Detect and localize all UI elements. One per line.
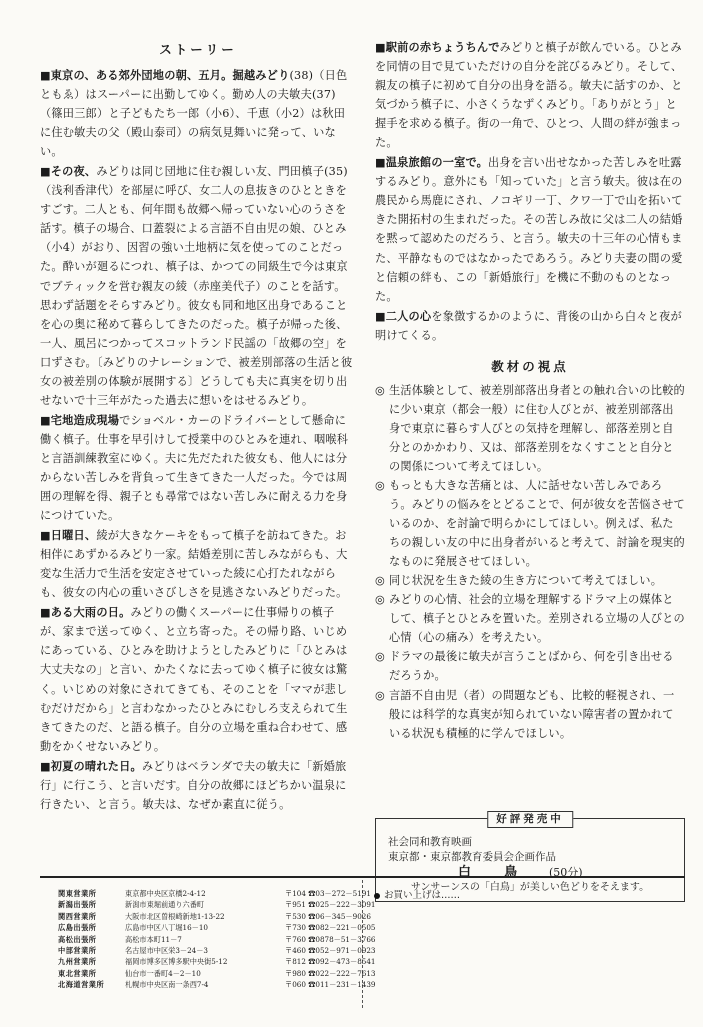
office-row: 関東営業所 東京都中央区京橋2-4-12 〒104 ☎03－272－5191 — [58, 889, 371, 898]
right-column — [375, 38, 685, 743]
film-length: (50分) — [549, 866, 583, 879]
office-row: 新潟出張所 新潟市東堀前通り六番町 〒951 ☎025－222－3091 — [58, 900, 376, 910]
viewpoints-heading: 教材の視点 — [491, 358, 569, 374]
footer-divider — [40, 876, 685, 878]
viewpoint-item: ◎ 同じ状況を生きた綾の生き方について考えてほしい。 — [375, 571, 685, 590]
office-row: 高松出張所 高松市本町11－7 〒760 ☎0878－51－3766 — [58, 934, 376, 944]
bullet-icon — [374, 893, 380, 899]
story-paragraph-6: ■初夏の晴れた日。みどりはベランダで夫の敏夫に「新婚旅行」に行こう、と言いだす。自分の故郷にほどちかい温泉に行きたい、と言う。敏夫は、なぜか素直に従う。 — [40, 759, 347, 811]
story-column — [40, 40, 356, 815]
sale-tag: 好評発売中 — [487, 811, 573, 828]
viewpoint-item: ◎ もっとも大きな苦痛とは、人に話せない苦しみであろう。みどりの悩みをとどることで、何が彼女を苦悩させているのか、を討論で明らかにしてほしい。例えば、私たちの親しい友の中に出身者がいると考えて、討論を現実的なものに発展させてほしい。 — [375, 476, 685, 571]
film-description: サンサーンスの「白鳥」が美しい色どりをそえます。 — [410, 882, 650, 893]
story-paragraph-5: ■ある大雨の日。みどりの働くスーパーに仕事帰りの槙子が、家まで送ってゆく、と立ち寄った。その帰り路、いじめにあっている、ひとみを助けようとしたみどりに「ひとみは大丈夫なの」と言い、かたくなに去ってゆく槙子に彼女は驚く。いじめの対象にされてきても、そのことを「ママが悲しむだけだから」と言わなかったひとみにむしろ支えられて生きてきたのだ、と語る槙子。自分の立場を重ね合わせて、感動をかくせないみどり。 — [40, 606, 348, 753]
office-row: 北海道営業所 札幌市中央区南一条西7-4 〒060 ☎011－231－1439 — [58, 980, 376, 990]
double-circle-icon: ◎ — [375, 650, 385, 664]
office-row: 関西営業所 大阪市北区曽根崎新地1-13-22 〒530 ☎06－345－9026 — [58, 911, 371, 921]
film-producer: 東京都・東京都教育委員会企画作品 — [388, 851, 556, 863]
viewpoint-item: ◎ ドラマの最後に敏夫が言うことばから、何を引き出せるだろうか。 — [375, 647, 685, 685]
office-row: 東北営業所 仙台市一番町4－2－10 〒980 ☎022－222－7613 — [58, 968, 376, 978]
story-paragraph-7: ■駅前の赤ちょうちんでみどりと槙子が飲んでいる。ひとみを同情の目で見ていただけの自分を詫びるみどり。そして、親友の槙子に初めて自分の出身を語る。敏夫に話すのか、と気づかう槙子に、小さくうなずくみどり。「ありがとう」と握手を求める槙子。街の一角で、ひとつ、人間の絆が強まった。 — [375, 41, 683, 150]
film-title: 白 鳥 — [458, 865, 528, 880]
double-circle-icon: ◎ — [375, 478, 385, 492]
story-paragraph-4: ■日曜日、綾が大きなケーキをもって槙子を訪ねてきた。お相伴にあずかるみどり一家。結婚差別に苦しみながらも、大変な生活力で生活を安定させていった綾に心打たれながらも、彼女の内心の重いさびしさを見逃さないみどりだった。 — [40, 529, 348, 600]
double-circle-icon: ◎ — [375, 688, 385, 702]
story-heading: ストーリー — [159, 42, 237, 57]
double-circle-icon: ◎ — [375, 383, 385, 397]
office-row: 九州営業所 福岡市博多区博多駅中央街5-12 〒812 ☎092－473－8541 — [58, 957, 376, 967]
viewpoint-item: ◎ 言語不自由児（者）の問題なども、比較的軽視され、一般には科学的な真実が知られていない障害者の置かれている状況も積極的に学んでほしい。 — [375, 686, 685, 743]
story-paragraph-1: ■東京の、ある郊外団地の朝、五月。掘越みどり(38)（日色ともゑ）はスーパーに出勤してゆく。勤め人の夫敏夫(37)（篠田三郎）と子どもたち一郎（小6）、千恵（小2）は秋田に住む敏夫の父（殿山泰司）の病気見舞いに発って、いない。 — [40, 69, 348, 159]
office-list — [58, 888, 376, 991]
double-circle-icon: ◎ — [375, 593, 385, 607]
story-paragraph-8: ■温泉旅館の一室で。出身を言い出せなかった苦しみを吐露するみどり。意外にも「知っていた」と言う敏夫。彼は在の農民から馬鹿にされ、ノコギリ一丁、クワ一丁で山を拓いてきた開拓村の生まれだった。その苦しみ故に父は二人の結婚を黙って認めたのだろう、と言う。敏夫の十三年の心情もまた、平静なものではなかったであろう。みどり夫妻の間の愛と信頼の絆も、この「新婚旅行」を機に不動のものとなった。 — [375, 156, 683, 303]
double-circle-icon: ◎ — [375, 574, 385, 588]
story-paragraph-9: ■二人の心を象徴するかのように、背後の山から白々と夜が明けてくる。 — [375, 309, 682, 342]
office-row: 中部営業所 名古屋市中区栄3－24－3 〒460 ☎052－971－0923 — [58, 946, 376, 956]
office-row: 広島出張所 広島市中区八丁堀16－10 〒730 ☎082－221－0505 — [58, 923, 376, 933]
viewpoint-item: ◎ 生活体験として、被差別部落出身者との触れ合いの比較的に少い東京（都会一般）に住む人びとが、被差別部落出身で東京に暮らす人びとの気持を理解し、部落差別と自分とのかかわり、又は、部落差別をなくすことと自分との関係について考えてほしい。 — [375, 381, 685, 476]
viewpoint-item: ◎ みどりの心情、社会的立場を理解するドラマ上の媒体として、槙子とひとみを置いた。差別される立場の人びとの心情（心の痛み）を考えたい。 — [375, 590, 685, 647]
story-paragraph-2: ■その夜、みどりは同じ団地に住む親しい友、門田槙子(35)（浅利香津代）を部屋に呼び、女二人の息抜きのひとときをすごす。二人とも、何年間も故郷へ帰っていない心のうさを話す。槙子の場合、口蓋裂による言語不自由児の娘、ひとみ（小4）がおり、因習の強い土地柄に気を使ってのことだった。酔いが廻るにつれ、槙子は、かつての同級生で今は東京でブティックを営む親友の綾（赤座美代子）のことを話す。思わず話題をそらすみどり。彼女も同和地区出身であることを心の奥に秘めて暮らしてきたのだった。槙子が帰った後、一人、風呂につかってスコットランド民謡の「故郷の空」を口ずさむ。〔みどりのナレーションで、被差別部落の生活と彼女の被差別の体験が展開する〕どうしても夫に真実を切り出せないで十三年がたった過去に想いをはせるみどり。 — [40, 165, 353, 407]
story-paragraph-3: ■宅地造成現場でショベル・カーのドライバーとして懸命に働く槙子。仕事を早引けして授業中のひとみを連れ、咽喉科と言語訓練教室にゆく。夫に先だたれた彼女も、他人には分からない苦しみを背負って生きてきた一人だった。今では周囲の理解を得、親子とも尋常ではない苦しみに耐える力を身につけていた。 — [40, 413, 349, 523]
film-category: 社会同和教育映画 — [388, 836, 472, 848]
purchase-note: お買い上げは…… — [374, 887, 460, 901]
